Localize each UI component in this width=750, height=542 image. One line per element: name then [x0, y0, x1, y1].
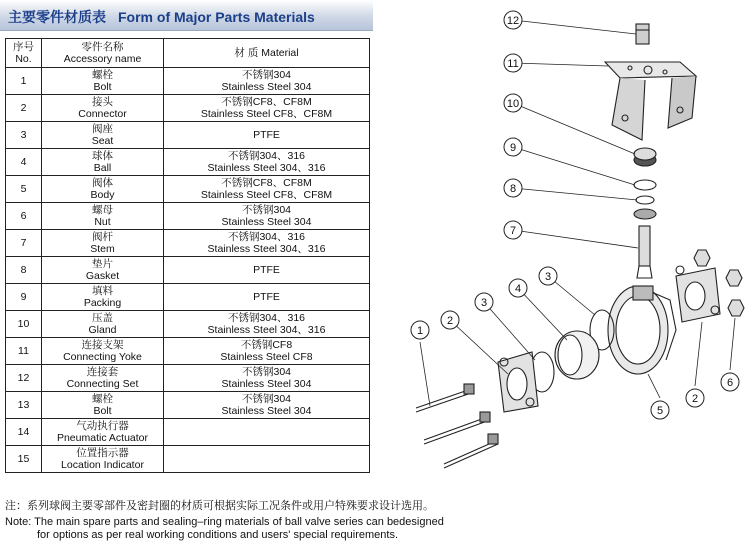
row-material	[164, 284, 370, 311]
material-line: PTFE	[253, 291, 280, 303]
row-no: 15	[6, 446, 42, 473]
callout-number: 11	[507, 58, 519, 70]
row-material	[164, 365, 370, 392]
connecting-yoke-part	[605, 62, 696, 140]
table-row	[6, 257, 370, 284]
row-material	[164, 311, 370, 338]
table-row	[6, 122, 370, 149]
name-zh: 球体	[92, 150, 113, 162]
row-material	[164, 338, 370, 365]
row-material	[164, 392, 370, 419]
material-line: 不锈钢CF8、CF8M	[221, 96, 312, 108]
name-zh: 气动执行器	[76, 420, 129, 432]
row-accessory-name	[42, 149, 164, 176]
table-row	[6, 68, 370, 95]
material-line: Stainless Steel CF8、CF8M	[200, 189, 333, 201]
ball-part	[555, 331, 599, 379]
row-material	[164, 203, 370, 230]
name-zh: 填料	[92, 285, 113, 297]
material-line: 不锈钢304、316	[227, 231, 306, 243]
callout-number: 2	[691, 393, 699, 405]
row-material	[164, 122, 370, 149]
note-en-line2: for options as per real working conditions and users' special requirements.	[37, 529, 399, 541]
material-line: 不锈钢304	[241, 69, 292, 81]
row-no: 12	[6, 365, 42, 392]
row-accessory-name	[42, 284, 164, 311]
name-zh: 阀体	[92, 177, 113, 189]
material-line: Stainless Steel 304、316	[207, 324, 326, 336]
table-row	[6, 95, 370, 122]
table-row	[6, 365, 370, 392]
row-no: 13	[6, 392, 42, 419]
row-no: 11	[6, 338, 42, 365]
callout-number: 5	[656, 405, 664, 417]
connecting-set-part	[636, 24, 649, 44]
row-material	[164, 257, 370, 284]
callout-number: 2	[446, 315, 454, 327]
material-line: Stainless Steel 304	[221, 378, 312, 390]
row-no: 2	[6, 95, 42, 122]
material-line: 不锈钢304	[241, 393, 292, 405]
name-en: Pneumatic Actuator	[56, 432, 149, 444]
table-body	[6, 68, 370, 473]
name-en: Bolt	[93, 81, 112, 93]
name-zh: 阀杆	[92, 231, 113, 243]
name-en: Connector	[78, 108, 127, 120]
name-zh: 接头	[92, 96, 113, 108]
row-material	[164, 176, 370, 203]
row-no: 1	[6, 68, 42, 95]
row-material	[164, 446, 370, 473]
material-line: Stainless Steel CF8	[220, 351, 313, 363]
row-no: 4	[6, 149, 42, 176]
name-en: Stem	[90, 243, 115, 255]
row-accessory-name	[42, 338, 164, 365]
name-en: Gland	[88, 324, 117, 336]
table-row	[6, 284, 370, 311]
table-row	[6, 419, 370, 446]
name-zh: 压盖	[92, 312, 113, 324]
callout-number: 7	[509, 225, 517, 237]
row-accessory-name	[42, 95, 164, 122]
name-zh: 阀座	[92, 123, 113, 135]
row-accessory-name	[42, 68, 164, 95]
note-en-line1: Note: The main spare parts and sealing–ring materials of ball valve series can bedesigned	[5, 516, 444, 528]
callout-number: 3	[480, 297, 488, 309]
row-accessory-name	[42, 446, 164, 473]
table-row	[6, 149, 370, 176]
row-no: 7	[6, 230, 42, 257]
stem-part	[637, 226, 652, 278]
header-material: 材 质 Material	[164, 39, 370, 68]
header-name: 零件名称 Accessory name	[42, 39, 164, 68]
material-line: 不锈钢CF8	[240, 339, 293, 351]
row-no: 14	[6, 419, 42, 446]
name-en: Connecting Set	[66, 378, 139, 390]
row-material	[164, 149, 370, 176]
table-row	[6, 446, 370, 473]
material-line: 不锈钢304、316	[227, 150, 306, 162]
name-en: Connecting Yoke	[63, 351, 142, 363]
packing-part	[634, 180, 656, 190]
table-row	[6, 203, 370, 230]
table-header-row	[6, 39, 370, 68]
name-en: Packing	[83, 297, 122, 309]
material-line: PTFE	[253, 129, 280, 141]
table-row	[6, 338, 370, 365]
gasket-part	[636, 196, 654, 204]
row-material	[164, 68, 370, 95]
header-no: 序号 No.	[6, 39, 42, 68]
row-accessory-name	[42, 176, 164, 203]
material-line: Stainless Steel 304	[221, 405, 312, 417]
name-zh: 连接套	[86, 366, 119, 378]
row-accessory-name	[42, 365, 164, 392]
row-no: 10	[6, 311, 42, 338]
note-zh: 注：系列球阀主要零部件及密封圈的材质可根据实际工况条件或用户特殊要求设计选用。	[5, 500, 434, 512]
name-en: Gasket	[85, 270, 120, 282]
callout-number: 6	[726, 377, 734, 389]
row-accessory-name	[42, 311, 164, 338]
callout-number: 9	[509, 142, 517, 154]
row-no: 8	[6, 257, 42, 284]
name-en: Bolt	[93, 405, 112, 417]
name-zh: 螺母	[92, 204, 113, 216]
callout-number: 12	[506, 15, 520, 27]
title-en: Form of Major Parts Materials	[118, 9, 315, 25]
name-en: Seat	[91, 135, 114, 147]
body-part	[608, 286, 676, 374]
table-row	[6, 311, 370, 338]
row-material	[164, 419, 370, 446]
title-zh: 主要零件材质表	[8, 9, 106, 25]
title-bar	[0, 0, 373, 31]
row-accessory-name	[42, 203, 164, 230]
name-en: Body	[90, 189, 115, 201]
page-title	[8, 7, 315, 27]
material-line: Stainless Steel 304、316	[207, 162, 326, 174]
material-line: Stainless Steel CF8、CF8M	[200, 108, 333, 120]
row-accessory-name	[42, 419, 164, 446]
material-line: Stainless Steel 304	[221, 216, 312, 228]
name-en: Nut	[94, 216, 111, 228]
name-zh: 螺栓	[92, 393, 113, 405]
row-accessory-name	[42, 257, 164, 284]
left-connector-part	[498, 352, 538, 412]
callout-number: 3	[544, 271, 552, 283]
material-line: 不锈钢304	[241, 366, 292, 378]
material-line: 不锈钢CF8、CF8M	[221, 177, 312, 189]
row-no: 6	[6, 203, 42, 230]
name-zh: 位置指示器	[76, 447, 129, 459]
name-zh: 螺栓	[92, 69, 113, 81]
name-zh: 连接支架	[81, 339, 124, 351]
callout-number: 4	[514, 283, 522, 295]
callout-number: 8	[509, 183, 517, 195]
name-en: Location Indicator	[61, 459, 144, 471]
row-material	[164, 230, 370, 257]
row-no: 5	[6, 176, 42, 203]
table-row	[6, 176, 370, 203]
name-zh: 垫片	[92, 258, 113, 270]
row-accessory-name	[42, 392, 164, 419]
material-line: 不锈钢304、316	[227, 312, 306, 324]
row-no: 9	[6, 284, 42, 311]
callout-number: 10	[506, 98, 520, 110]
row-accessory-name	[42, 122, 164, 149]
gland-part	[634, 148, 656, 166]
right-connector-part	[676, 266, 720, 322]
parts-materials-table	[5, 38, 370, 473]
material-line: Stainless Steel 304	[221, 81, 312, 93]
row-no: 3	[6, 122, 42, 149]
name-en: Ball	[93, 162, 112, 174]
table-row	[6, 230, 370, 257]
callout-number: 1	[416, 325, 424, 337]
row-accessory-name	[42, 230, 164, 257]
material-line: 不锈钢304	[241, 204, 292, 216]
table-row	[6, 392, 370, 419]
exploded-valve-diagram	[380, 0, 750, 542]
material-line: PTFE	[253, 264, 280, 276]
row-material	[164, 95, 370, 122]
material-line: Stainless Steel 304、316	[207, 243, 326, 255]
